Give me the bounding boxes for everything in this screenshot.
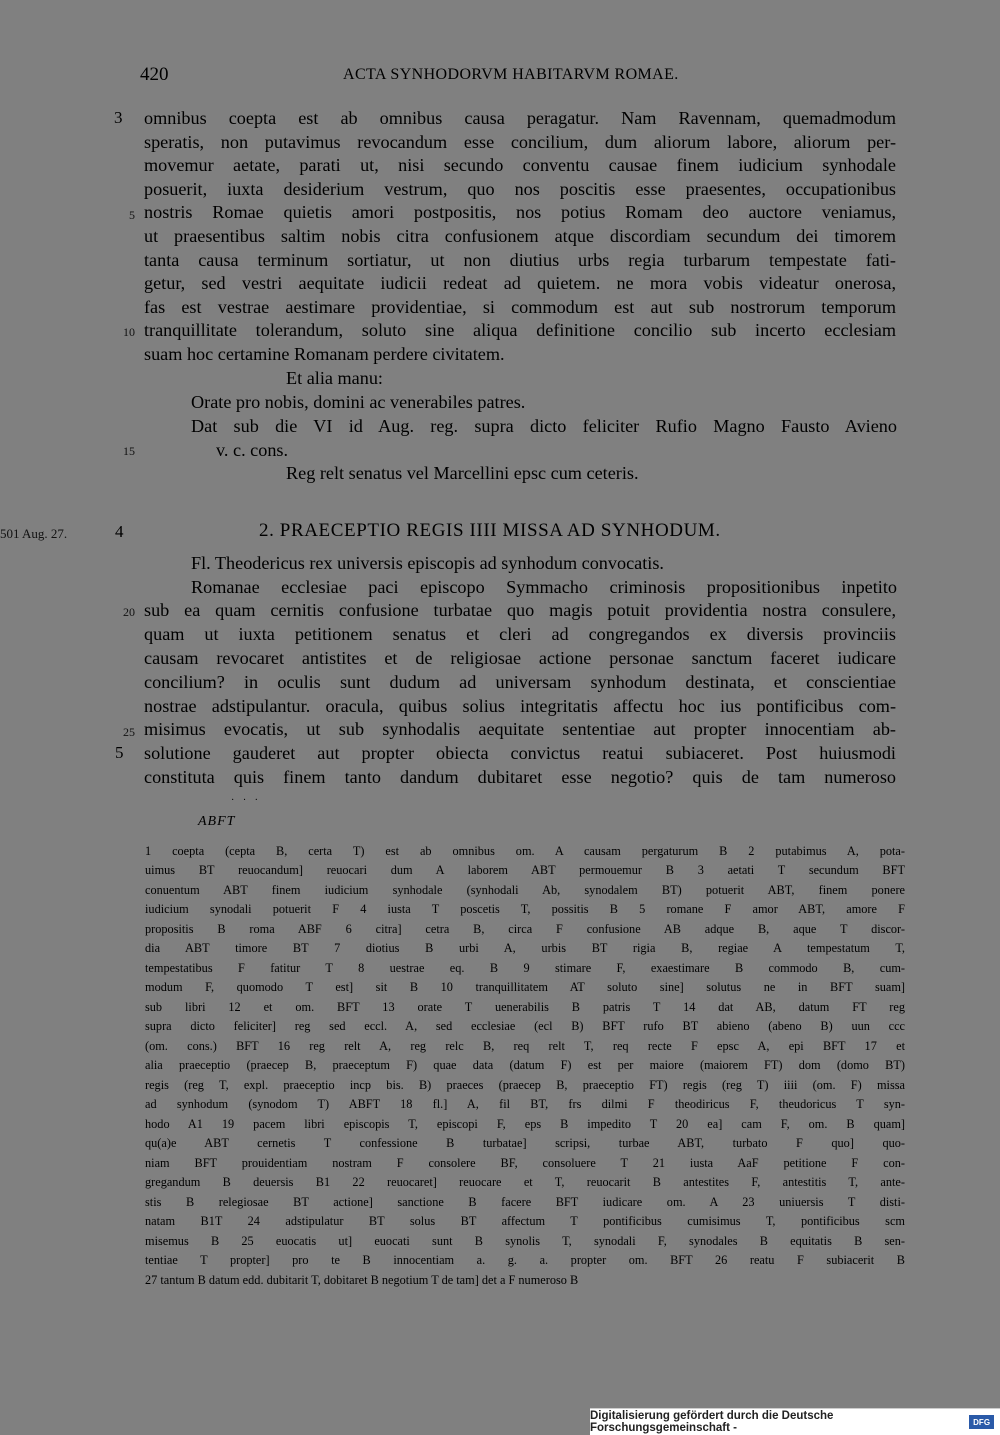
footer-text: Digitalisierung gefördert durch die Deutsche Forschungsgemeinschaft -	[590, 1410, 834, 1434]
text-line: tranquillitate tolerandum, soluto sine aliqua definitione concilio sub incerto ecclesiam	[144, 320, 896, 340]
section-line: Romanae ecclesiae paci episcopo Symmacho criminosis propositionibus inpetito	[191, 577, 897, 597]
margin-note-20: 20	[123, 605, 135, 619]
apparatus-line: tentiae T propter] pro te B innocentiam a. g. a. propter om. BFT 26 reatu F subiacerit B	[145, 1253, 905, 1267]
apparatus-line: conuentum ABT finem iudicium synhodale (synhodali Ab, synodalem BT) potuerit ABT, finem ponere	[145, 883, 905, 897]
dat-line: Dat sub die VI id Aug. reg. supra dicto feliciter Rufio Magno Fausto Avieno	[191, 416, 897, 436]
orate-line: Orate pro nobis, domini ac venerabiles patres.	[191, 392, 526, 412]
text-line: suam hoc certamine Romanam perdere civitatem.	[144, 344, 505, 364]
apparatus-line: modum F, quomodo T est] sit B 10 tranquillitatem AT soluto sine] solutus ne in BFT suam]	[145, 980, 905, 994]
apparatus-line: alia praeceptio (praecep B, praeceptum F) quae data (datum F) est per maiore (maiorem FT) dom (domo BT)	[145, 1058, 905, 1072]
page-number: 420	[140, 64, 169, 85]
apparatus-line: natam B1T 24 adstipulatur BT solus BT affectum T pontificibus cumisimus T, pontificibus scm	[145, 1214, 905, 1228]
signature-dots: · · ·	[231, 795, 261, 806]
section-line: misimus evocatis, ut sub synhodalis aequitate sententiae aut propter innocentiam ab-	[144, 719, 896, 739]
apparatus-line: propositis B roma ABF 6 citra] cetra B, circa F confusione AB adque B, aque T discor-	[145, 922, 905, 936]
apparatus-line: (om. cons.) BFT 16 reg relt A, reg relc B, req relt T, req recte F epsc A, epi BFT 17 et	[145, 1039, 905, 1053]
apparatus-line: niam BFT prouidentiam nostram F consolere BF, consoluere T 21 iusta AaF petitione F con-	[145, 1156, 905, 1170]
text-line: getur, sed vestri aequitate iudicii redeat ad quietem. ne mora vobis videatur onerosa,	[144, 273, 896, 293]
apparatus-line: dia ABT timore BT 7 diotius B urbi A, urbis BT rigia B, regiae A tempestatum T,	[145, 941, 905, 955]
apparatus-line: 1 coepta (cepta B, certa T) est ab omnibus om. A causam pergaturum B 2 putabimus A, pota-	[145, 844, 905, 858]
apparatus-line: supra dicto feliciter] reg sed eccl. A, sed ecclesiae (ecl B) BFT rufo BT abieno (abeno B) uun ccc	[145, 1019, 905, 1033]
apparatus-line: iudicium synodali potuerit F 4 iusta T poscetis T, possitis B 5 romane F amor ABT, amore F	[145, 902, 905, 916]
dfg-logo-icon: DFG	[969, 1415, 994, 1429]
section-line: constituta quis finem tanto dandum dubitaret esse negotio? quis de tam numeroso	[144, 767, 896, 787]
apparatus-line: hodo A1 19 pacem libri episcopis T, episcopi F, eps B impedito T 20 ea] cam F, om. B quam]	[145, 1117, 905, 1131]
apparatus-line: stis B relegiosae BT actione] sanctione B facere BFT iudicare om. A 23 uniuersis T disti-	[145, 1195, 905, 1209]
section-line: Fl. Theodericus rex universis episcopis ad synhodum convocatis.	[191, 553, 664, 573]
margin-note-15: 15	[123, 444, 135, 458]
section-line: solutione gauderet aut propter obiecta convictus reatui subiaceret. Post huiusmodi	[144, 743, 896, 763]
section-line: nostrae adstipulantur. oracula, quibus solius integritatis affectu hoc ius pontificibus com-	[144, 696, 896, 716]
margin-note-25: 25	[123, 725, 135, 739]
margin-note-5b: 5	[115, 743, 124, 762]
alia-manu: Et alia manu:	[286, 368, 383, 388]
vc-cons: v. c. cons.	[216, 440, 289, 460]
margin-note-3: 3	[114, 108, 123, 127]
text-line: tanta causa terminum sortiatur, ut non diutius urbs regia turbarum tempestate fati-	[144, 250, 896, 270]
running-title: ACTA SYNHODORVM HABITARVM ROMAE.	[343, 66, 679, 83]
text-line: omnibus coepta est ab omnibus causa peragatur. Nam Ravennam, quemadmodum	[144, 108, 896, 128]
apparatus-line: misemus B 25 euocatis ut] euocati sunt B synolis T, synodali F, synodales B equitatis B sen-	[145, 1234, 905, 1248]
text-line: speratis, non putavimus revocandum esse concilium, dum aliorum labore, aliorum per-	[144, 132, 896, 152]
apparatus-line: tempestatibus F fatitur T 8 uestrae eq. B 9 stimare F, exaestimare B commodo B, cum-	[145, 961, 905, 975]
section-line: quam ut iuxta petitionem senatus et cleri ad congregandos ex diversis provinciis	[144, 624, 896, 644]
apparatus-line: sub libri 12 et om. BFT 13 orate T uenerabilis B patris T 14 dat AB, datum FT reg	[145, 1000, 905, 1014]
text-line: ut praesentibus saltim nobis citra confusionem atque discordiam secundum dei timorem	[144, 226, 896, 246]
text-line: nostris Romae quietis amori postpositis, nos potius Romam deo auctore veniamus,	[144, 202, 896, 222]
apparatus-line: ad synhodum (synodom T) ABFT 18 fl.] A, fil BT, frs dilmi F theodiricus F, theudoricus T syn-	[145, 1097, 905, 1111]
text-line: posuerit, iuxta desiderium vestrum, quo nos poscitis esse praesentes, occupationibus	[144, 179, 896, 199]
apparatus-line: uimus BT reuocandum] reuocari dum A laborem ABT permouemur B 3 aetati T secundum BFT	[145, 863, 905, 877]
margin-note-4: 4	[115, 522, 124, 541]
digitization-footer	[590, 1408, 1000, 1435]
section-line: causam revocaret antistites et de religiosae actione personae sanctum faceret iudicare	[144, 648, 896, 668]
apparatus-line: regis (reg T, expl. praeceptio incp bis. B) praeces (praecep B, praeceptio FT) regis (reg T) iiii (om. F) missa	[145, 1078, 905, 1092]
margin-date: 501 Aug. 27.	[0, 526, 68, 541]
reg-relt: Reg relt senatus vel Marcellini epsc cum ceteris.	[286, 463, 639, 483]
apparatus-line: gregandum B deuersis B1 22 reuocaret] reuocare et T, reuocarit B antestites F, antestitis T, ante-	[145, 1175, 905, 1189]
section-title: 2. PRAECEPTIO REGIS IIII MISSA AD SYNHODUM.	[259, 520, 721, 541]
apparatus-line: qu(a)e ABT cernetis T confessione B turbatae] scripsi, turbae ABT, turbato F quo] quo-	[145, 1136, 905, 1150]
margin-note-10: 10	[123, 325, 135, 339]
apparatus-line: 27 tantum B datum edd. dubitarit T, dobitaret B negotium T de tam] det a F numeroso B	[145, 1273, 579, 1287]
section-line: concilium? in oculis sunt dudum ad universam synhodum destinata, et conscientiae	[144, 672, 896, 692]
section-line: sub ea quam cernitis confusione turbatae quo magis potuit providentia nostra consulere,	[144, 600, 896, 620]
margin-note-5: 5	[129, 208, 135, 222]
text-line: fas est vestrae aestimare providentiae, si commodum est aut sub nostrorum temporum	[144, 297, 896, 317]
text-line: movemur aetate, parati ut, nisi secundo conventu causae finem iudicium synhodale	[144, 155, 896, 175]
apparatus-sigla: ABFT	[198, 814, 236, 829]
